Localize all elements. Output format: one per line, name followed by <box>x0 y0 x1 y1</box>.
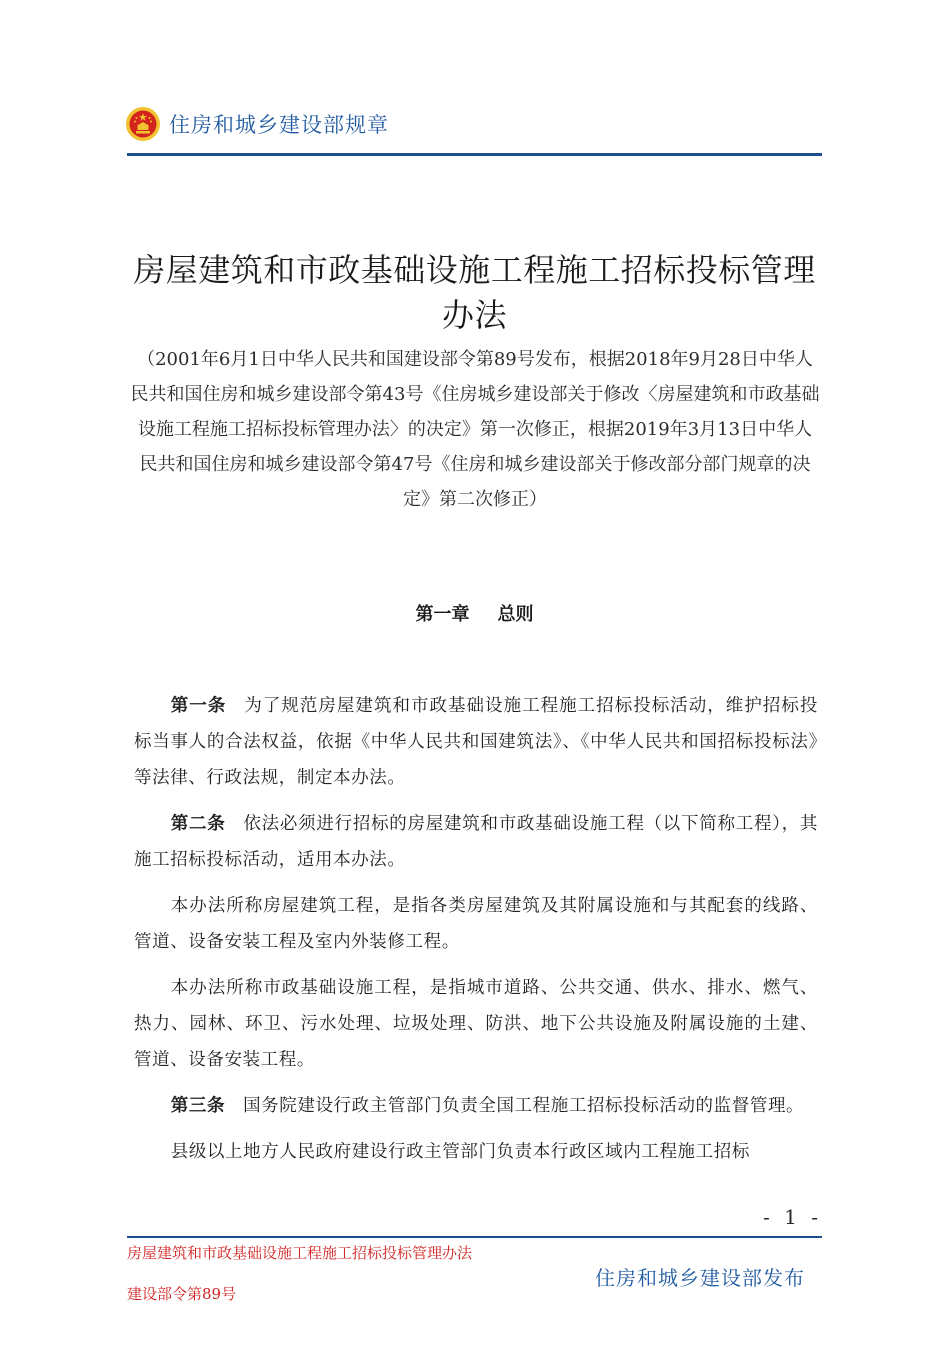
paragraph-text: 县级以上地方人民政府建设行政主管部门负责本行政区域内工程施工招标 <box>170 1142 750 1162</box>
national-emblem-icon <box>125 106 161 142</box>
paragraph <box>134 970 818 1078</box>
footer-publisher: 住房和城乡建设部发布 <box>595 1266 805 1290</box>
paragraph <box>134 888 818 960</box>
paragraph <box>134 1134 818 1170</box>
document-subtitle: （2001年6月1日中华人民共和国建设部令第89号发布，根据2018年9月28日中华人民共和国住房和城乡建设部令第43号《住房城乡建设部关于修改〈房屋建筑和市政基础设施工程施工招标投标管理办法〉的决定》第一次修正，根据2019年3月13日中华人民共和国住房和城乡建设部令第47号《住房和城乡建设部关于修改部分部门规章的决定》第二次修正） <box>130 349 820 510</box>
paragraph-text: 国务院建设行政主管部门负责全国工程施工招标投标活动的监督管理。 <box>243 1096 805 1116</box>
paragraph <box>134 806 818 878</box>
document-title: 房屋建筑和市政基础设施工程施工招标投标管理办法 <box>133 251 816 334</box>
chapter-number: 第一章 <box>415 604 470 625</box>
chapter-heading <box>127 600 822 626</box>
paragraph <box>134 1088 818 1124</box>
footer-divider <box>127 1236 822 1238</box>
article-label: 第二条 <box>170 814 226 834</box>
article-label: 第一条 <box>170 696 227 716</box>
page-number: - 1 - <box>763 1205 822 1229</box>
paragraph <box>134 688 818 796</box>
footer-decree-number: 建设部令第89号 <box>127 1285 237 1303</box>
paragraph-text: 本办法所称市政基础设施工程，是指城市道路、公共交通、供水、排水、燃气、热力、园林、环卫、污水处理、垃圾处理、防洪、地下公共设施及附属设施的土建、管道、设备安装工程。 <box>134 978 818 1070</box>
paragraph-text: 本办法所称房屋建筑工程，是指各类房屋建筑及其附属设施和与其配套的线路、管道、设备安装工程及室内外装修工程。 <box>134 896 818 952</box>
paragraph-text: 为了规范房屋建筑和市政基础设施工程施工招标投标活动，维护招标投标当事人的合法权益，依据《中华人民共和国建筑法》、《中华人民共和国招标投标法》等法律、行政法规，制定本办法。 <box>134 696 818 788</box>
paragraph-text: 依法必须进行招标的房屋建筑和市政基础设施工程（以下简称工程），其施工招标投标活动，适用本办法。 <box>134 814 818 870</box>
header-divider <box>127 153 822 156</box>
chapter-name: 总则 <box>497 604 534 625</box>
article-label: 第三条 <box>170 1096 226 1116</box>
page-header <box>125 104 389 144</box>
footer-document-name: 房屋建筑和市政基础设施工程施工招标投标管理办法 <box>127 1244 473 1262</box>
header-title: 住房和城乡建设部规章 <box>169 113 389 137</box>
document-body <box>134 688 818 1180</box>
